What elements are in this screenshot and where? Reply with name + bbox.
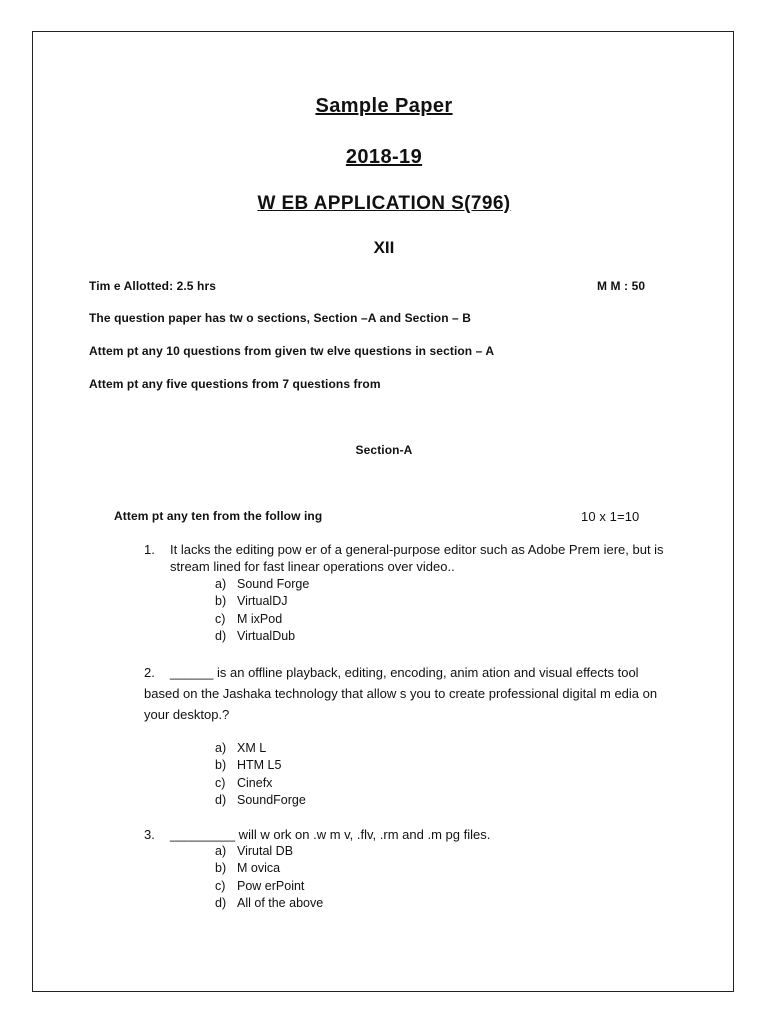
option-letter: a) <box>215 844 227 858</box>
question-text: It lacks the editing pow er of a general-purpose editor such as Adobe Prem iere, but is <box>170 542 664 557</box>
subject-title: W EB APPLICATION S(796) <box>257 193 511 214</box>
option-item <box>215 775 306 792</box>
option-text: M ixPod <box>237 611 283 626</box>
option-item <box>215 878 323 895</box>
option-text: Pow erPoint <box>237 878 305 893</box>
question-text: ______ is an offline playback, editing, encoding, anim ation and visual effects tool <box>170 665 639 680</box>
section-heading: Section-A <box>355 443 413 457</box>
option-item <box>215 860 323 877</box>
option-item <box>215 740 306 757</box>
question-text: your desktop.? <box>144 707 230 722</box>
option-item <box>215 593 309 610</box>
max-marks: M M : 50 <box>597 279 646 293</box>
option-text: All of the above <box>237 896 324 911</box>
option-item <box>215 576 309 593</box>
option-letter: d) <box>215 793 227 808</box>
question-number: 3. <box>144 827 155 842</box>
option-letter: a) <box>215 741 227 755</box>
option-item <box>215 757 306 774</box>
option-item <box>215 611 309 628</box>
option-letter: d) <box>215 629 227 644</box>
option-letter: c) <box>215 775 226 790</box>
option-text: VirtualDub <box>237 629 296 644</box>
instruction-line: Attem pt any five questions from 7 questions from <box>89 377 381 391</box>
paper-year: 2018-19 <box>345 146 423 168</box>
option-letter: b) <box>215 758 227 773</box>
option-text: HTM L5 <box>237 758 282 773</box>
class-label: XII <box>373 238 395 257</box>
option-letter: d) <box>215 896 227 911</box>
option-text: M ovica <box>237 861 281 876</box>
option-letter: b) <box>215 861 227 876</box>
option-item <box>215 792 306 809</box>
question-text: stream lined for fast linear operations over video.. <box>170 559 455 574</box>
option-item <box>215 843 323 860</box>
question-number: 2. <box>144 665 155 680</box>
option-letter: b) <box>215 594 227 609</box>
option-letter: c) <box>215 878 226 893</box>
question-text: _________ will w ork on .w m v, .flv, .rm and .m pg files. <box>170 827 491 842</box>
paper-title: Sample Paper <box>315 95 453 117</box>
option-list <box>215 843 323 913</box>
instruction-line: The question paper has tw o sections, Section –A and Section – B <box>89 311 472 325</box>
option-text: Sound Forge <box>237 577 310 591</box>
instruction-line: Attem pt any 10 questions from given tw elve questions in section – A <box>89 344 495 358</box>
option-text: XM L <box>237 741 267 755</box>
option-list <box>215 740 306 810</box>
option-text: SoundForge <box>237 793 306 808</box>
section-instruction: Attem pt any ten from the follow ing <box>114 509 323 523</box>
question-text: based on the Jashaka technology that allow s you to create professional digital m edia on <box>144 686 658 701</box>
option-item <box>215 895 323 912</box>
page-bottom-rule <box>32 991 734 992</box>
question-number: 1. <box>144 542 155 557</box>
option-text: Virutal DB <box>237 844 294 858</box>
option-text: VirtualDJ <box>237 594 288 609</box>
option-letter: a) <box>215 577 227 591</box>
time-allotted: Tim e Allotted: 2.5 hrs <box>89 279 216 293</box>
option-letter: c) <box>215 611 226 626</box>
option-text: Cinefx <box>237 775 273 790</box>
section-marks: 10 x 1=10 <box>581 509 640 524</box>
option-item <box>215 628 309 645</box>
option-list <box>215 576 309 646</box>
